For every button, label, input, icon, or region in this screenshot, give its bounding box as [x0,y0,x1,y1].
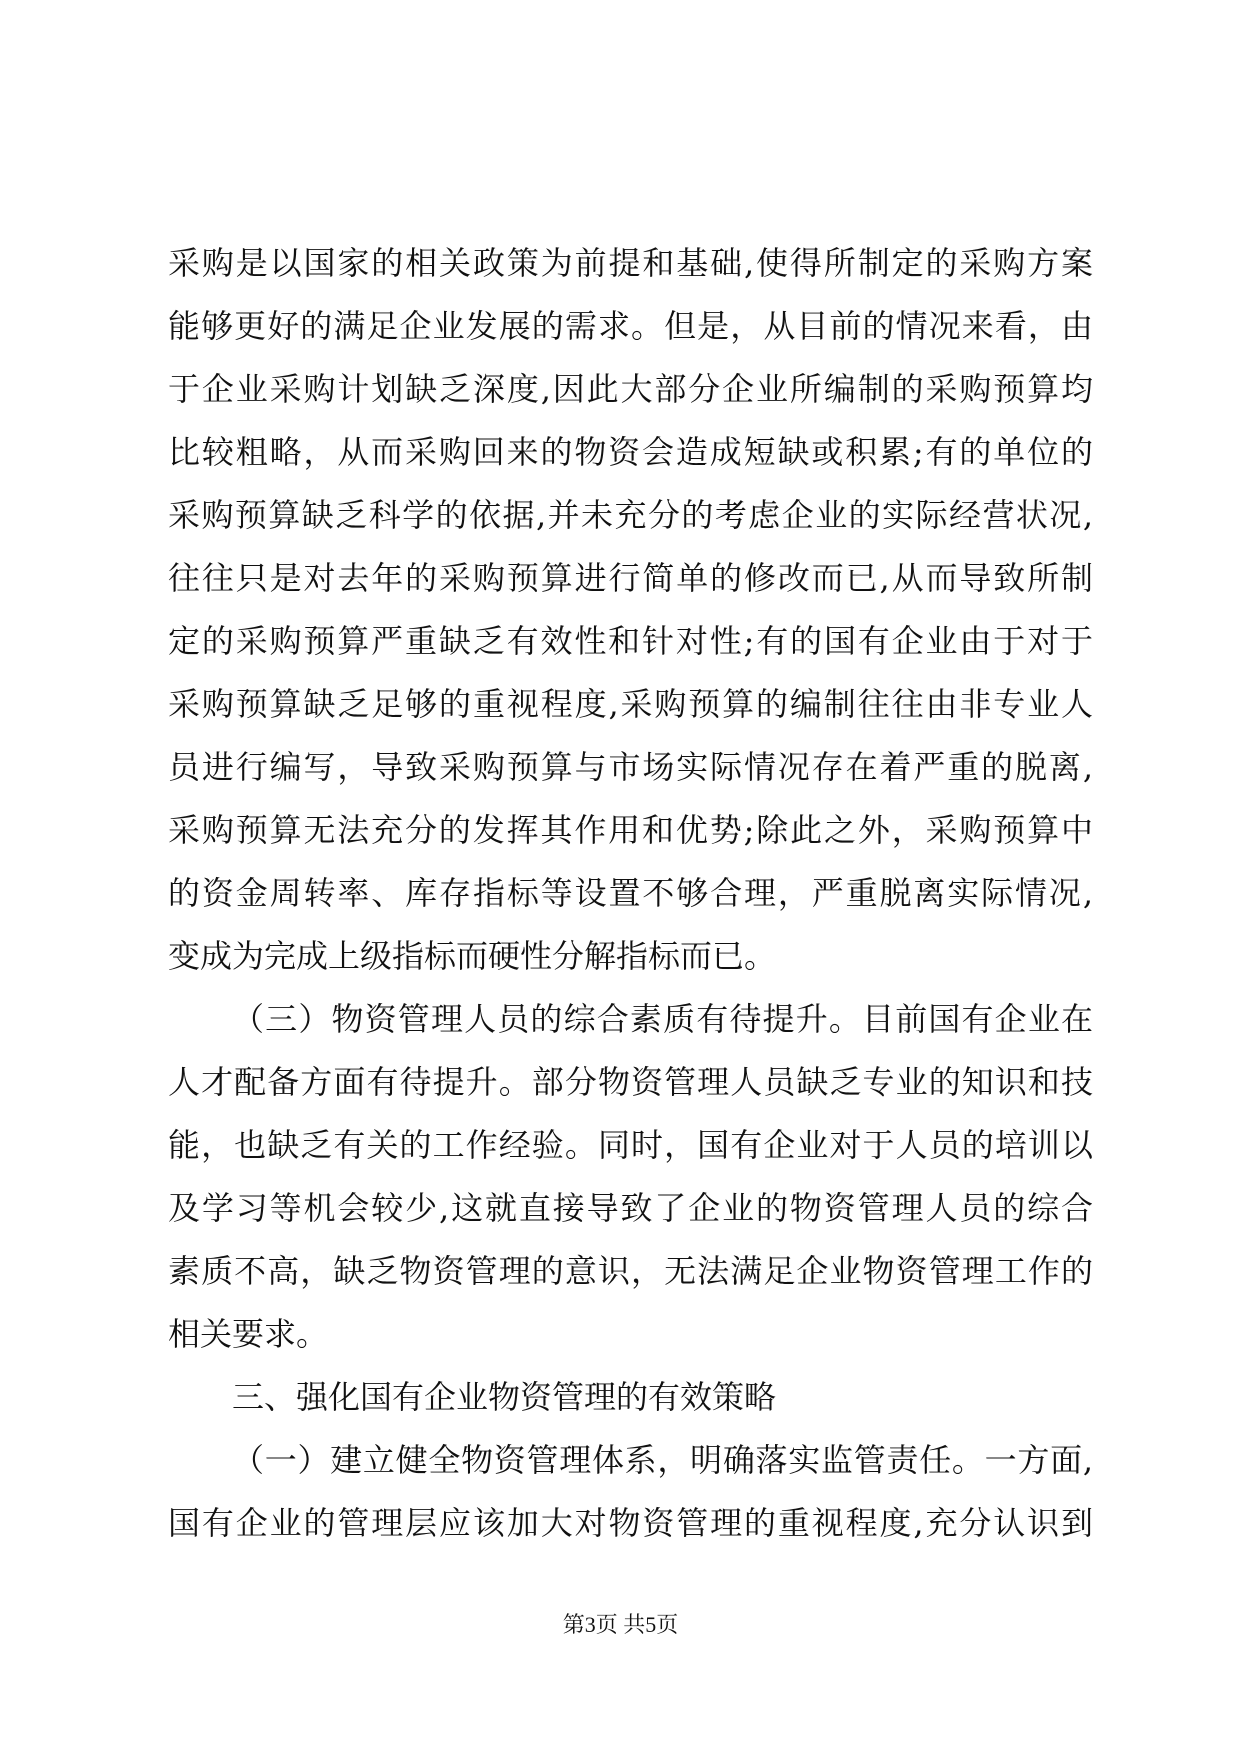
section-heading: 三、强化国有企业物资管理的有效策略 [232,1378,777,1416]
text-line: 变成为完成上级指标而硬性分解指标而已。 [168,937,777,975]
text-line: 定的采购预算严重缺乏有效性和针对性;有的国有企业由于对于 [168,622,1093,660]
text-line: 能够更好的满足企业发展的需求。但是，从目前的情况来看，由 [168,307,1093,345]
paragraph-start-line: （一）建立健全物资管理体系，明确落实监管责任。一方面, [232,1441,1093,1479]
text-line: 采购是以国家的相关政策为前提和基础,使得所制定的采购方案 [168,244,1093,282]
page-number-footer: 第3页 共5页 [562,1612,679,1637]
text-line: 的资金周转率、库存指标等设置不够合理，严重脱离实际情况, [168,874,1093,912]
text-line: 及学习等机会较少,这就直接导致了企业的物资管理人员的综合 [168,1189,1093,1227]
text-line: 员进行编写，导致采购预算与市场实际情况存在着严重的脱离, [168,748,1093,786]
paragraph-start-line: （三）物资管理人员的综合素质有待提升。目前国有企业在 [232,1000,1093,1038]
text-line: 人才配备方面有待提升。部分物资管理人员缺乏专业的知识和技 [168,1063,1093,1101]
text-line: 往往只是对去年的采购预算进行简单的修改而已,从而导致所制 [168,559,1093,597]
text-line: 比较粗略，从而采购回来的物资会造成短缺或积累;有的单位的 [168,433,1093,471]
text-line: 于企业采购计划缺乏深度,因此大部分企业所编制的采购预算均 [168,370,1093,408]
text-line: 素质不高，缺乏物资管理的意识，无法满足企业物资管理工作的 [168,1252,1093,1290]
text-line: 采购预算缺乏科学的依据,并未充分的考虑企业的实际经营状况, [168,496,1093,534]
text-line: 能，也缺乏有关的工作经验。同时，国有企业对于人员的培训以 [168,1126,1093,1164]
text-line: 国有企业的管理层应该加大对物资管理的重视程度,充分认识到 [168,1504,1093,1542]
body-text [168,232,1093,1555]
text-line: 相关要求。 [168,1315,329,1353]
text-line: 采购预算无法充分的发挥其作用和优势;除此之外，采购预算中 [168,811,1093,849]
text-line: 采购预算缺乏足够的重视程度,采购预算的编制往往由非专业人 [168,685,1093,723]
